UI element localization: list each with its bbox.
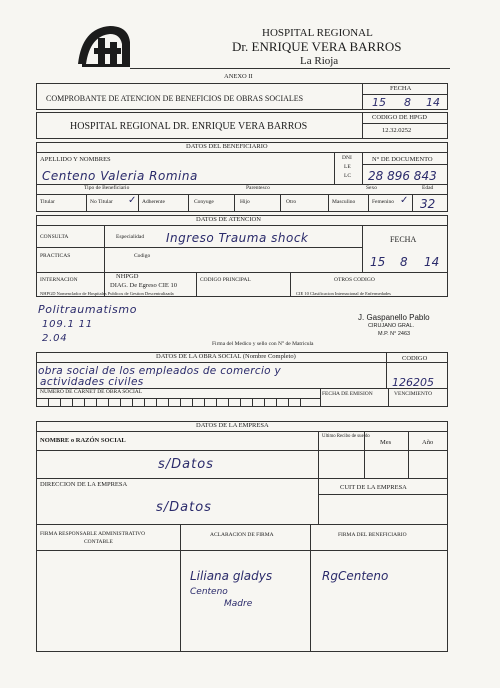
carnet-cell: [252, 398, 253, 407]
carnet-cell: [48, 398, 49, 407]
opt-titular: Titular: [40, 199, 55, 205]
vencimiento-label: VENCIMIENTO: [394, 391, 433, 397]
firma-medico-label: Firma del Medico y sello con N° de Matricula: [212, 341, 314, 347]
diagnosis-line1: Politraumatismo: [38, 303, 138, 316]
tipo-beneficiario-label: Tipo de Beneficiario: [84, 185, 130, 191]
doc-type-dni: DNI: [342, 155, 352, 161]
edad-label: Edad: [422, 185, 434, 191]
codigo-principal-label: CODIGO PRINCIPAL: [200, 277, 251, 283]
divider: [36, 152, 448, 153]
cuit-label: CUIT DE LA EMPRESA: [340, 484, 407, 491]
fecha-year: 14: [426, 96, 440, 109]
especialidad-value: Ingreso Trauma shock: [166, 231, 309, 245]
internacion-label: INTERNACION: [40, 277, 78, 283]
carnet-cell: [168, 398, 169, 407]
beneficiario-section-title: DATOS DEL BENEFICIARIO: [186, 143, 268, 150]
obra-social-codigo-label: CODIGO: [402, 355, 428, 362]
divider: [320, 388, 321, 407]
divider: [408, 431, 409, 478]
stamp-mp: M.P. N° 2463: [378, 331, 411, 337]
divider: [86, 194, 87, 212]
firma-responsable-label-2: CONTABLE: [84, 539, 113, 545]
carnet-cell: [132, 398, 133, 407]
divider: [36, 398, 320, 399]
especialidad-label: Especialidad: [116, 234, 145, 240]
carnet-cell: [228, 398, 229, 407]
divider: [234, 194, 235, 212]
aclaracion-value-2: Centeno: [190, 587, 228, 597]
direccion-label: DIRECCION DE LA EMPRESA: [40, 481, 128, 488]
carnet-cell: [264, 398, 265, 407]
apellido-label: APELLIDO Y NOMBRES: [40, 156, 111, 163]
carnet-cell: [216, 398, 217, 407]
codigo-label: Codigo: [134, 253, 151, 259]
diagnosis-line2: 109.1 11: [42, 319, 93, 330]
firma-beneficiario-label: FIRMA DEL BENEFICIARIO: [338, 532, 407, 538]
carnet-cell: [144, 398, 145, 407]
carnet-cell: [96, 398, 97, 407]
atencion-fecha-year: 14: [424, 255, 440, 269]
divider: [104, 225, 105, 297]
aclaracion-value-3: Madre: [224, 599, 253, 609]
empresa-section-title: DATOS DE LA EMPRESA: [196, 422, 269, 429]
atencion-fecha-day: 15: [370, 255, 386, 269]
carnet-cell: [108, 398, 109, 407]
divider: [334, 152, 335, 184]
fecha-month: 8: [404, 96, 411, 109]
atencion-fecha-month: 8: [400, 255, 408, 269]
header-rule: [130, 68, 450, 69]
doc-type-lc: LC: [344, 173, 352, 179]
atencion-box: [36, 215, 448, 297]
divider: [318, 431, 319, 478]
aclaracion-value-1: Liliana gladys: [190, 569, 273, 583]
apellido-value: Centeno Valeria Romina: [42, 169, 198, 183]
hospital-name-line1: HOSPITAL REGIONAL: [262, 27, 373, 39]
footnote-nhpgd: NHPGD Nomenclador de Hospitales Publicos de Gestion Descentralizada: [40, 291, 174, 296]
divider: [362, 123, 448, 124]
divider: [310, 524, 311, 652]
obra-social-section-title: DATOS DE LA OBRA SOCIAL (Nombre Completo): [156, 353, 296, 360]
hospital-name-line2: Dr. ENRIQUE VERA BARROS: [232, 39, 402, 54]
divider: [362, 164, 448, 165]
divider: [318, 494, 448, 495]
divider: [362, 152, 363, 184]
divider: [188, 194, 189, 212]
divider: [328, 194, 329, 212]
consulta-label: CONSULTA: [40, 234, 69, 240]
divider: [362, 112, 363, 139]
divider: [36, 272, 448, 273]
divider: [36, 362, 448, 363]
fecha-day: 15: [372, 96, 386, 109]
edad-value: 32: [420, 197, 436, 211]
hospital-name-line3: La Rioja: [300, 55, 339, 67]
atencion-section-title: DATOS DE ATENCION: [196, 216, 261, 223]
ultimo-recibo-label: Ultimo Recibo de sueldo: [322, 434, 370, 439]
carnet-label: NUMERO DE CARNET DE OBRA SOCIAL: [40, 389, 143, 395]
nro-documento-label: N° DE DOCUMENTO: [372, 156, 433, 163]
diag-egreso-label: DIAG. De Egreso CIE 10: [110, 282, 177, 289]
carnet-cell: [60, 398, 61, 407]
nro-documento-value: 28 896 843: [368, 169, 437, 183]
stamp-name: J. Gaspanello Pablo: [358, 313, 430, 322]
divider: [36, 247, 362, 248]
carnet-cell: [72, 398, 73, 407]
practicas-label: PRACTICAS: [40, 253, 71, 259]
divider: [36, 225, 448, 226]
carnet-cell: [204, 398, 205, 407]
divider: [362, 83, 363, 110]
carnet-cell: [120, 398, 121, 407]
stamp-title: CIRUJANO GRAL.: [368, 323, 415, 329]
otros-codigo-label: OTROS CODIGO: [334, 277, 375, 283]
codigo-hpgd-value: 12.32.0252: [382, 127, 412, 134]
divider: [318, 478, 319, 525]
diagnosis-line3: 2.04: [42, 333, 68, 344]
divider: [36, 194, 448, 195]
obra-social-nombre-line1: obra social de los empleados de comercio y: [38, 365, 282, 377]
annex-label: ANEXO II: [224, 73, 253, 80]
codigo-hpgd-label: CODIGO DE HPGD: [372, 114, 427, 121]
hospital-logo: [72, 20, 134, 70]
divider: [36, 431, 448, 432]
doc-type-le: LE: [344, 164, 351, 170]
footnote-cie10: CIE 10 Clasificacion Internacional de Enfermedades: [296, 291, 391, 296]
hospital-full-name: HOSPITAL REGIONAL DR. ENRIQUE VERA BARROS: [70, 121, 308, 132]
carnet-cell: [192, 398, 193, 407]
aclaracion-label: ACLARACION DE FIRMA: [210, 532, 274, 538]
nhpgd-label: NHPGD: [116, 273, 139, 280]
direccion-value: s/Datos: [156, 500, 212, 515]
divider: [196, 272, 197, 297]
divider: [388, 388, 389, 407]
fecha-label: FECHA: [390, 85, 412, 92]
parentesco-label: Parentesco: [246, 185, 270, 191]
divider: [362, 225, 363, 272]
carnet-cell: [84, 398, 85, 407]
carnet-cell: [276, 398, 277, 407]
divider: [386, 352, 387, 388]
comprobante-title: COMPROBANTE DE ATENCION DE BENEFICIOS DE OBRAS SOCIALES: [46, 94, 304, 103]
divider: [368, 194, 369, 212]
atencion-fecha-label: FECHA: [390, 235, 417, 244]
divider: [290, 272, 291, 297]
carnet-cell: [288, 398, 289, 407]
opt-femenino: Femenino: [372, 199, 394, 205]
anio-label: Año: [422, 439, 434, 446]
opt-no-titular: No Titular: [90, 199, 113, 205]
opt-masculino: Masculino: [332, 199, 356, 205]
obra-social-codigo-value: 126205: [392, 376, 434, 389]
fecha-emision-label: FECHA DE EMISION: [322, 391, 373, 397]
opt-adherente: Adherente: [142, 199, 165, 205]
divider: [280, 194, 281, 212]
divider: [362, 94, 448, 95]
opt-otro: Otro: [286, 199, 297, 205]
divider: [36, 550, 448, 551]
opt-hijo: Hijo: [240, 199, 250, 205]
femenino-check: ✓: [400, 195, 409, 206]
carnet-cell: [156, 398, 157, 407]
divider: [36, 450, 448, 451]
divider: [180, 524, 181, 652]
razon-social-value: s/Datos: [158, 457, 214, 472]
obra-social-nombre-line2: actividades civiles: [40, 376, 144, 388]
opt-conyuge: Conyuge: [194, 199, 214, 205]
carnet-cell: [180, 398, 181, 407]
sexo-label: Sexo: [366, 185, 377, 191]
beneficiario-signature: RgCenteno: [322, 569, 389, 583]
mes-label: Mes: [380, 439, 392, 446]
no-titular-check: ✓: [128, 195, 137, 206]
firma-responsable-label-1: FIRMA RESPONSABLE ADMINISTRATIVO: [40, 531, 146, 537]
carnet-cell: [300, 398, 301, 407]
razon-social-label: NOMBRE o RAZÓN SOCIAL: [40, 437, 126, 444]
divider: [364, 431, 365, 478]
divider: [412, 194, 413, 212]
carnet-cell: [240, 398, 241, 407]
divider: [36, 478, 448, 479]
divider: [138, 194, 139, 212]
